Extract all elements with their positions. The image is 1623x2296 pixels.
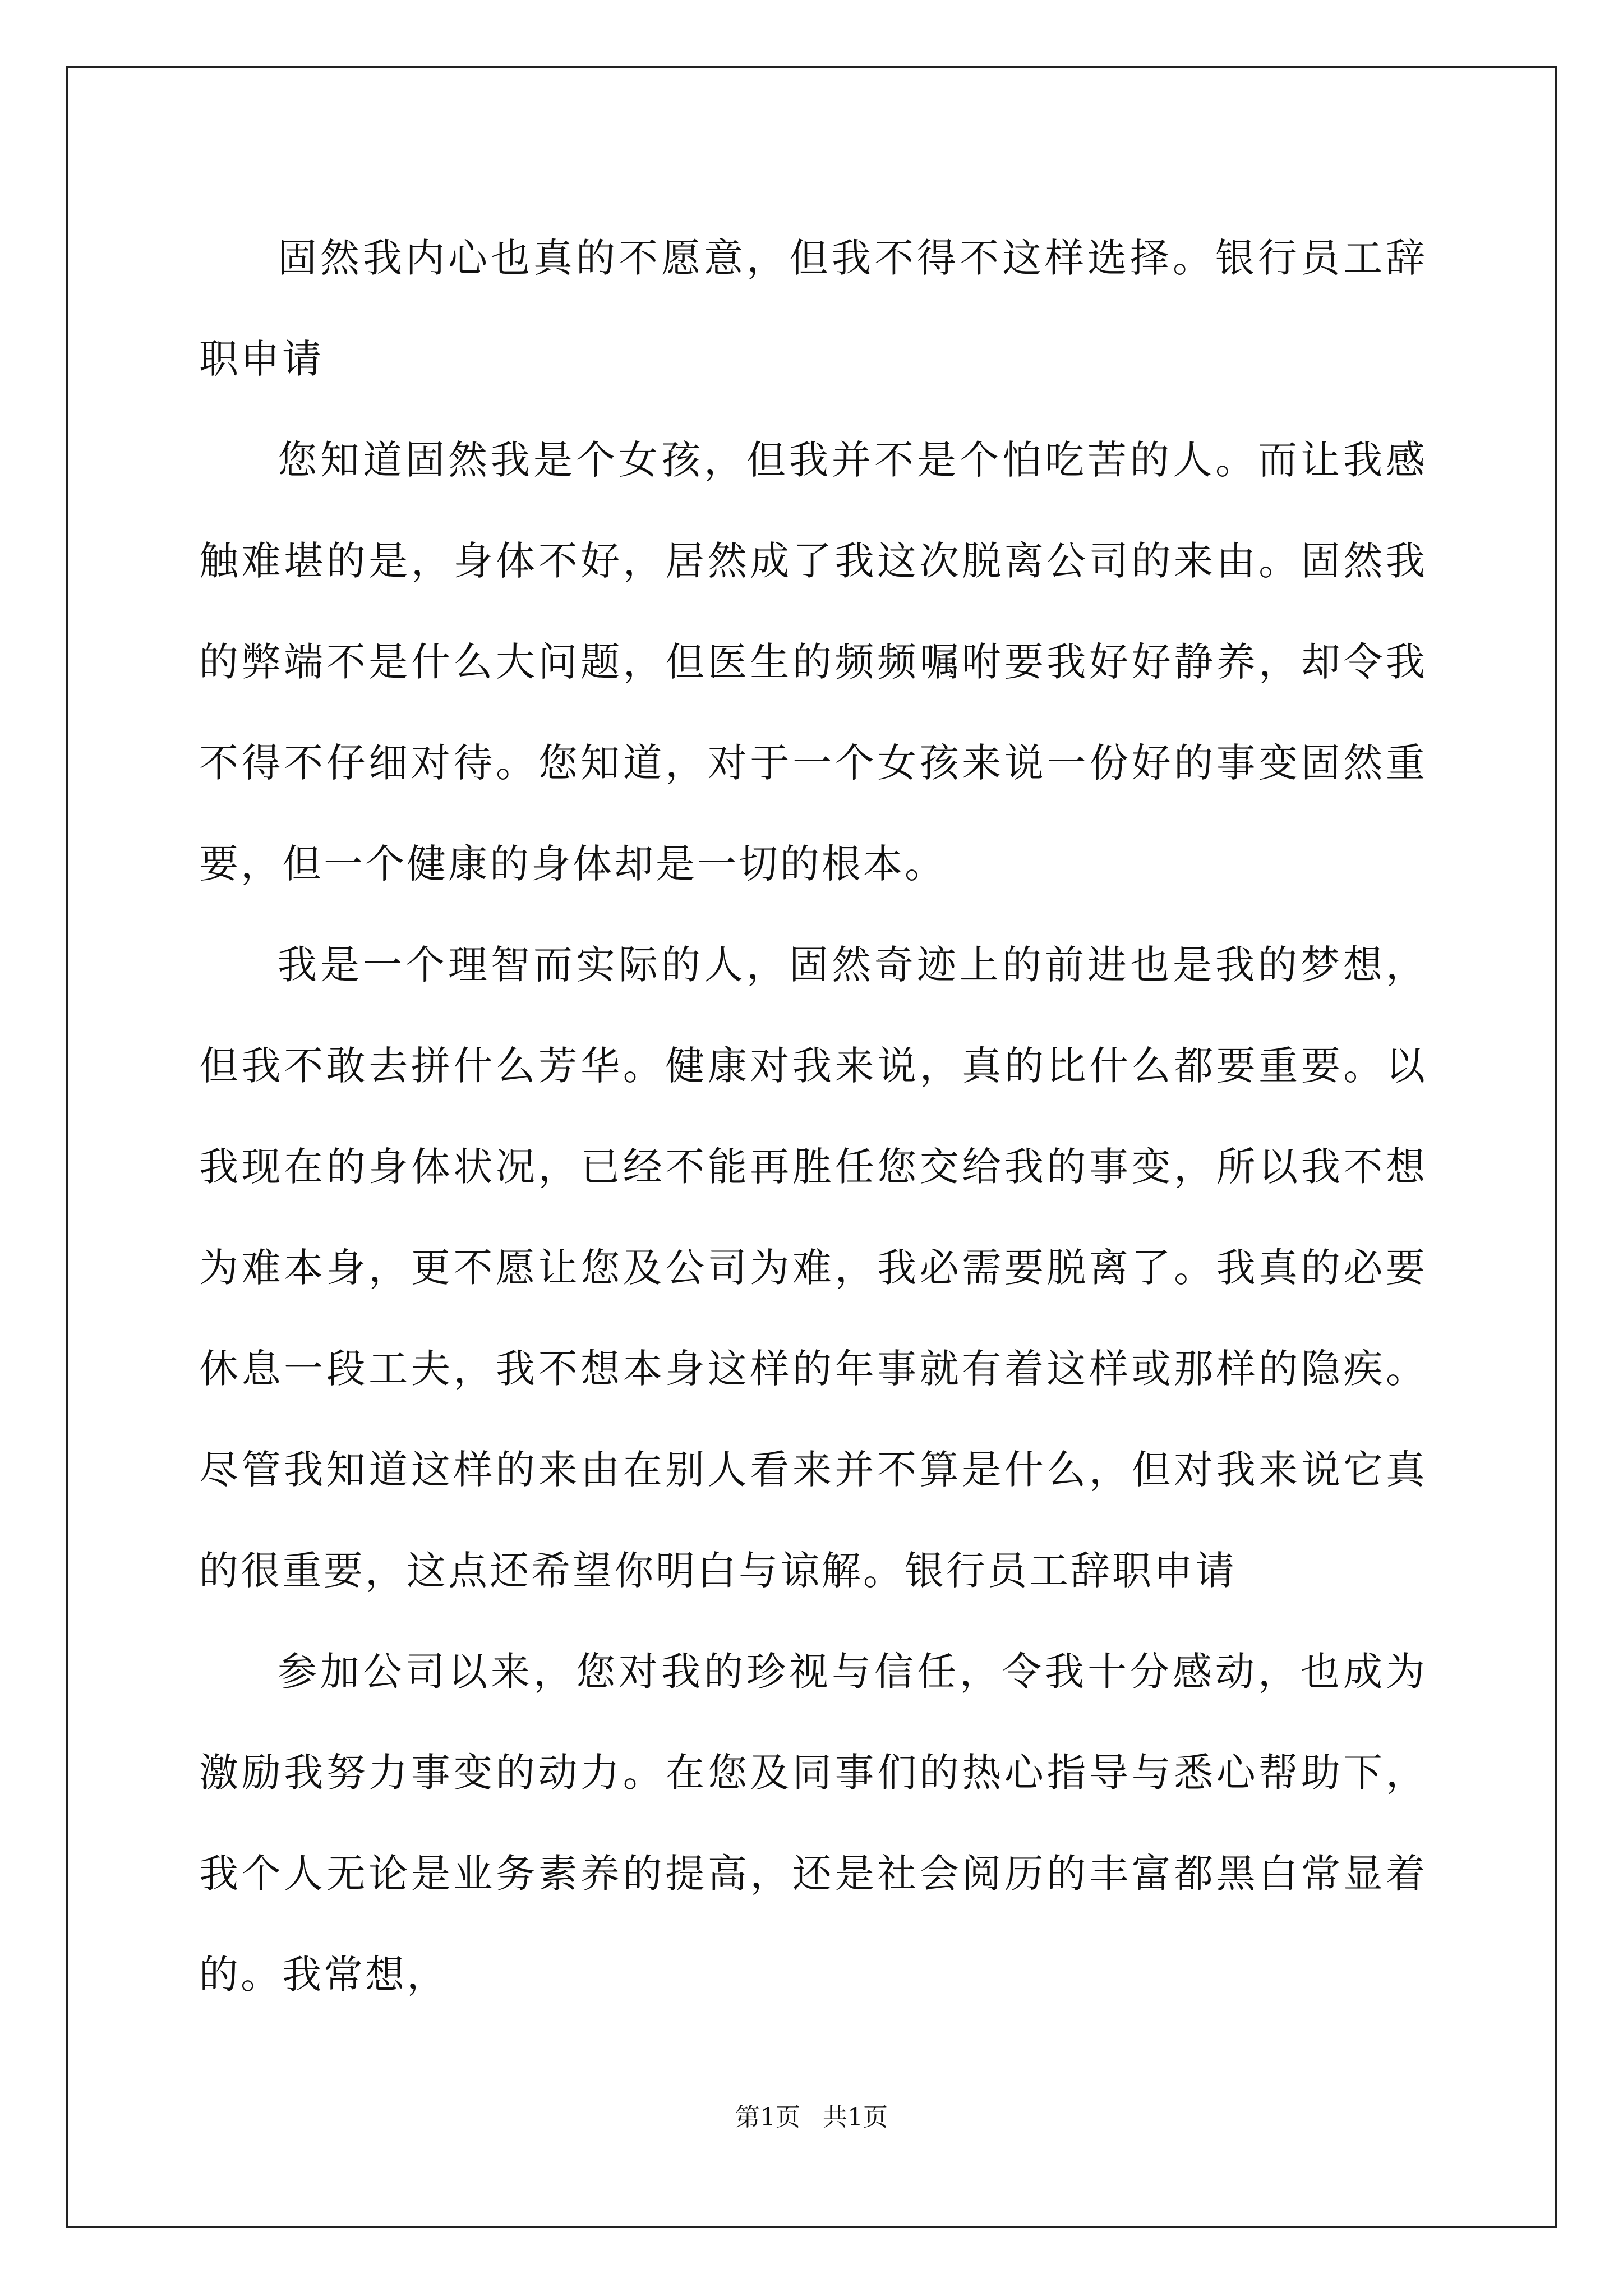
paragraph-2: 您知道固然我是个女孩，但我并不是个怕吃苦的人。而让我感触难堪的是，身体不好，居然成了我这次脱离公司的来由。固然我的弊端不是什么大问题，但医生的频频嘱咐要我好好静养，却令我不得不仔细对待。您知道，对于一个女孩来说一份好的事变固然重要，但一个健康的身体却是一切的根本。 [199, 437, 1427, 887]
document-body [199, 208, 1427, 2025]
paragraph-4: 参加公司以来，您对我的珍视与信任，令我十分感动，也成为激励我努力事变的动力。在您及同事们的热心指导与悉心帮助下，我个人无论是业务素养的提高，还是社会阅历的丰富都黑白常显着的。我常想， [199, 1649, 1427, 1998]
page-footer [0, 2101, 1623, 2134]
paragraph-3: 我是一个理智而实际的人，固然奇迹上的前进也是我的梦想，但我不敢去拼什么芳华。健康对我来说，真的比什么都要重要。以我现在的身体状况，已经不能再胜任您交给我的事变，所以我不想为难本身，更不愿让您及公司为难，我必需要脱离了。我真的必要休息一段工夫，我不想本身这样的年事就有着这样或那样的隐疾。尽管我知道这样的来由在别人看来并不算是什么，但对我来说它真的很重要，这点还希望你明白与谅解。银行员工辞职申请 [199, 942, 1427, 1594]
paragraph-1: 固然我内心也真的不愿意，但我不得不这样选择。银行员工辞职申请 [199, 235, 1427, 382]
page-total: 共1页 [823, 2103, 888, 2132]
page-number: 第1页 [735, 2103, 800, 2132]
